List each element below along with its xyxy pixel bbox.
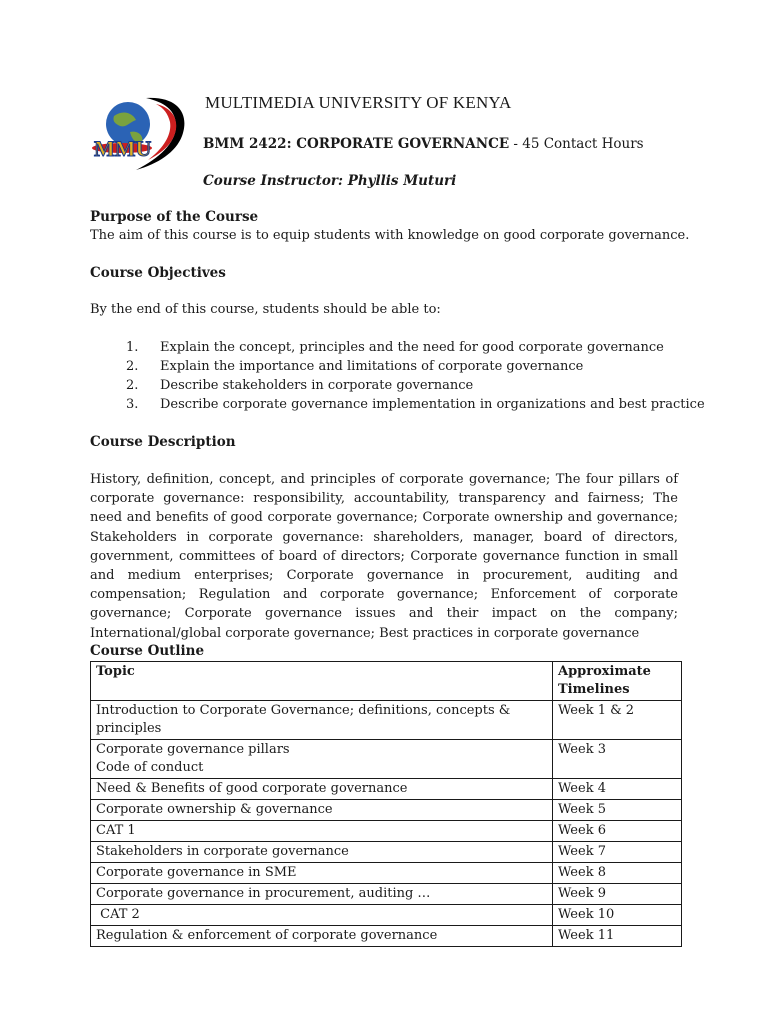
table-row: Regulation & enforcement of corporate governance Week 11: [91, 926, 682, 947]
university-name: MULTIMEDIA UNIVERSITY OF KENYA: [205, 93, 512, 112]
timelines-header: Approximate Timelines: [553, 662, 682, 701]
logo-text: MMU: [94, 136, 152, 161]
mmu-logo: [86, 92, 190, 176]
course-instructor: Course Instructor: Phyllis Muturi: [203, 173, 457, 189]
table-row: Introduction to Corporate Governance; definitions, concepts & principles Week 1 & 2: [91, 701, 682, 740]
course-code-line: [203, 136, 644, 152]
course-code-title: BMM 2422: CORPORATE GOVERNANCE: [203, 136, 510, 152]
outline-heading: Course Outline: [90, 643, 205, 659]
table-row: Corporate ownership & governance Week 5: [91, 800, 682, 821]
course-outline-table: [90, 661, 682, 947]
table-row: Stakeholders in corporate governance Week 7: [91, 842, 682, 863]
objectives-intro: By the end of this course, students should be able to:: [90, 302, 441, 317]
table-header-row: [91, 662, 682, 701]
table-row: Corporate governance in procurement, auditing … Week 9: [91, 884, 682, 905]
table-row: Corporate governance pillars Code of conduct Week 3: [91, 740, 682, 779]
objective-item: 1. Explain the concept, principles and the need for good corporate governance: [126, 340, 664, 355]
objective-item: 3. Describe corporate governance implementation in organizations and best practice: [126, 397, 705, 412]
topic-header: Topic: [91, 662, 553, 701]
objective-item: 2. Explain the importance and limitations of corporate governance: [126, 359, 584, 374]
table-row: CAT 1 Week 6: [91, 821, 682, 842]
objectives-heading: Course Objectives: [90, 265, 226, 281]
objective-item: 2. Describe stakeholders in corporate governance: [126, 378, 474, 393]
purpose-text: The aim of this course is to equip students with knowledge on good corporate governance.: [90, 228, 690, 243]
description-heading: Course Description: [90, 434, 236, 450]
purpose-heading: Purpose of the Course: [90, 209, 259, 225]
description-text: History, definition, concept, and principles of corporate governance; The four pillars of corporate governance: responsibility, accountability, transparency and fairness; The need and benefits of good corporate governance; Corporate ownership and governance; Stakeholders in corporate governance: shareholders, manager, board of directors, government, committees of board of directors; Corporate governance function in small and medium enterprises; Corporate governance in procurement, auditing and compensation; Regulation and corporate governance; Enforcement of corporate governance; Corporate governance issues and their impact on the company; International/global corporate governance; Best practices in corporate governance: [90, 472, 678, 641]
table-row: CAT 2 Week 10: [91, 905, 682, 926]
contact-hours: - 45 Contact Hours: [509, 136, 644, 152]
table-row: Corporate governance in SME Week 8: [91, 863, 682, 884]
table-row: Need & Benefits of good corporate governance Week 4: [91, 779, 682, 800]
